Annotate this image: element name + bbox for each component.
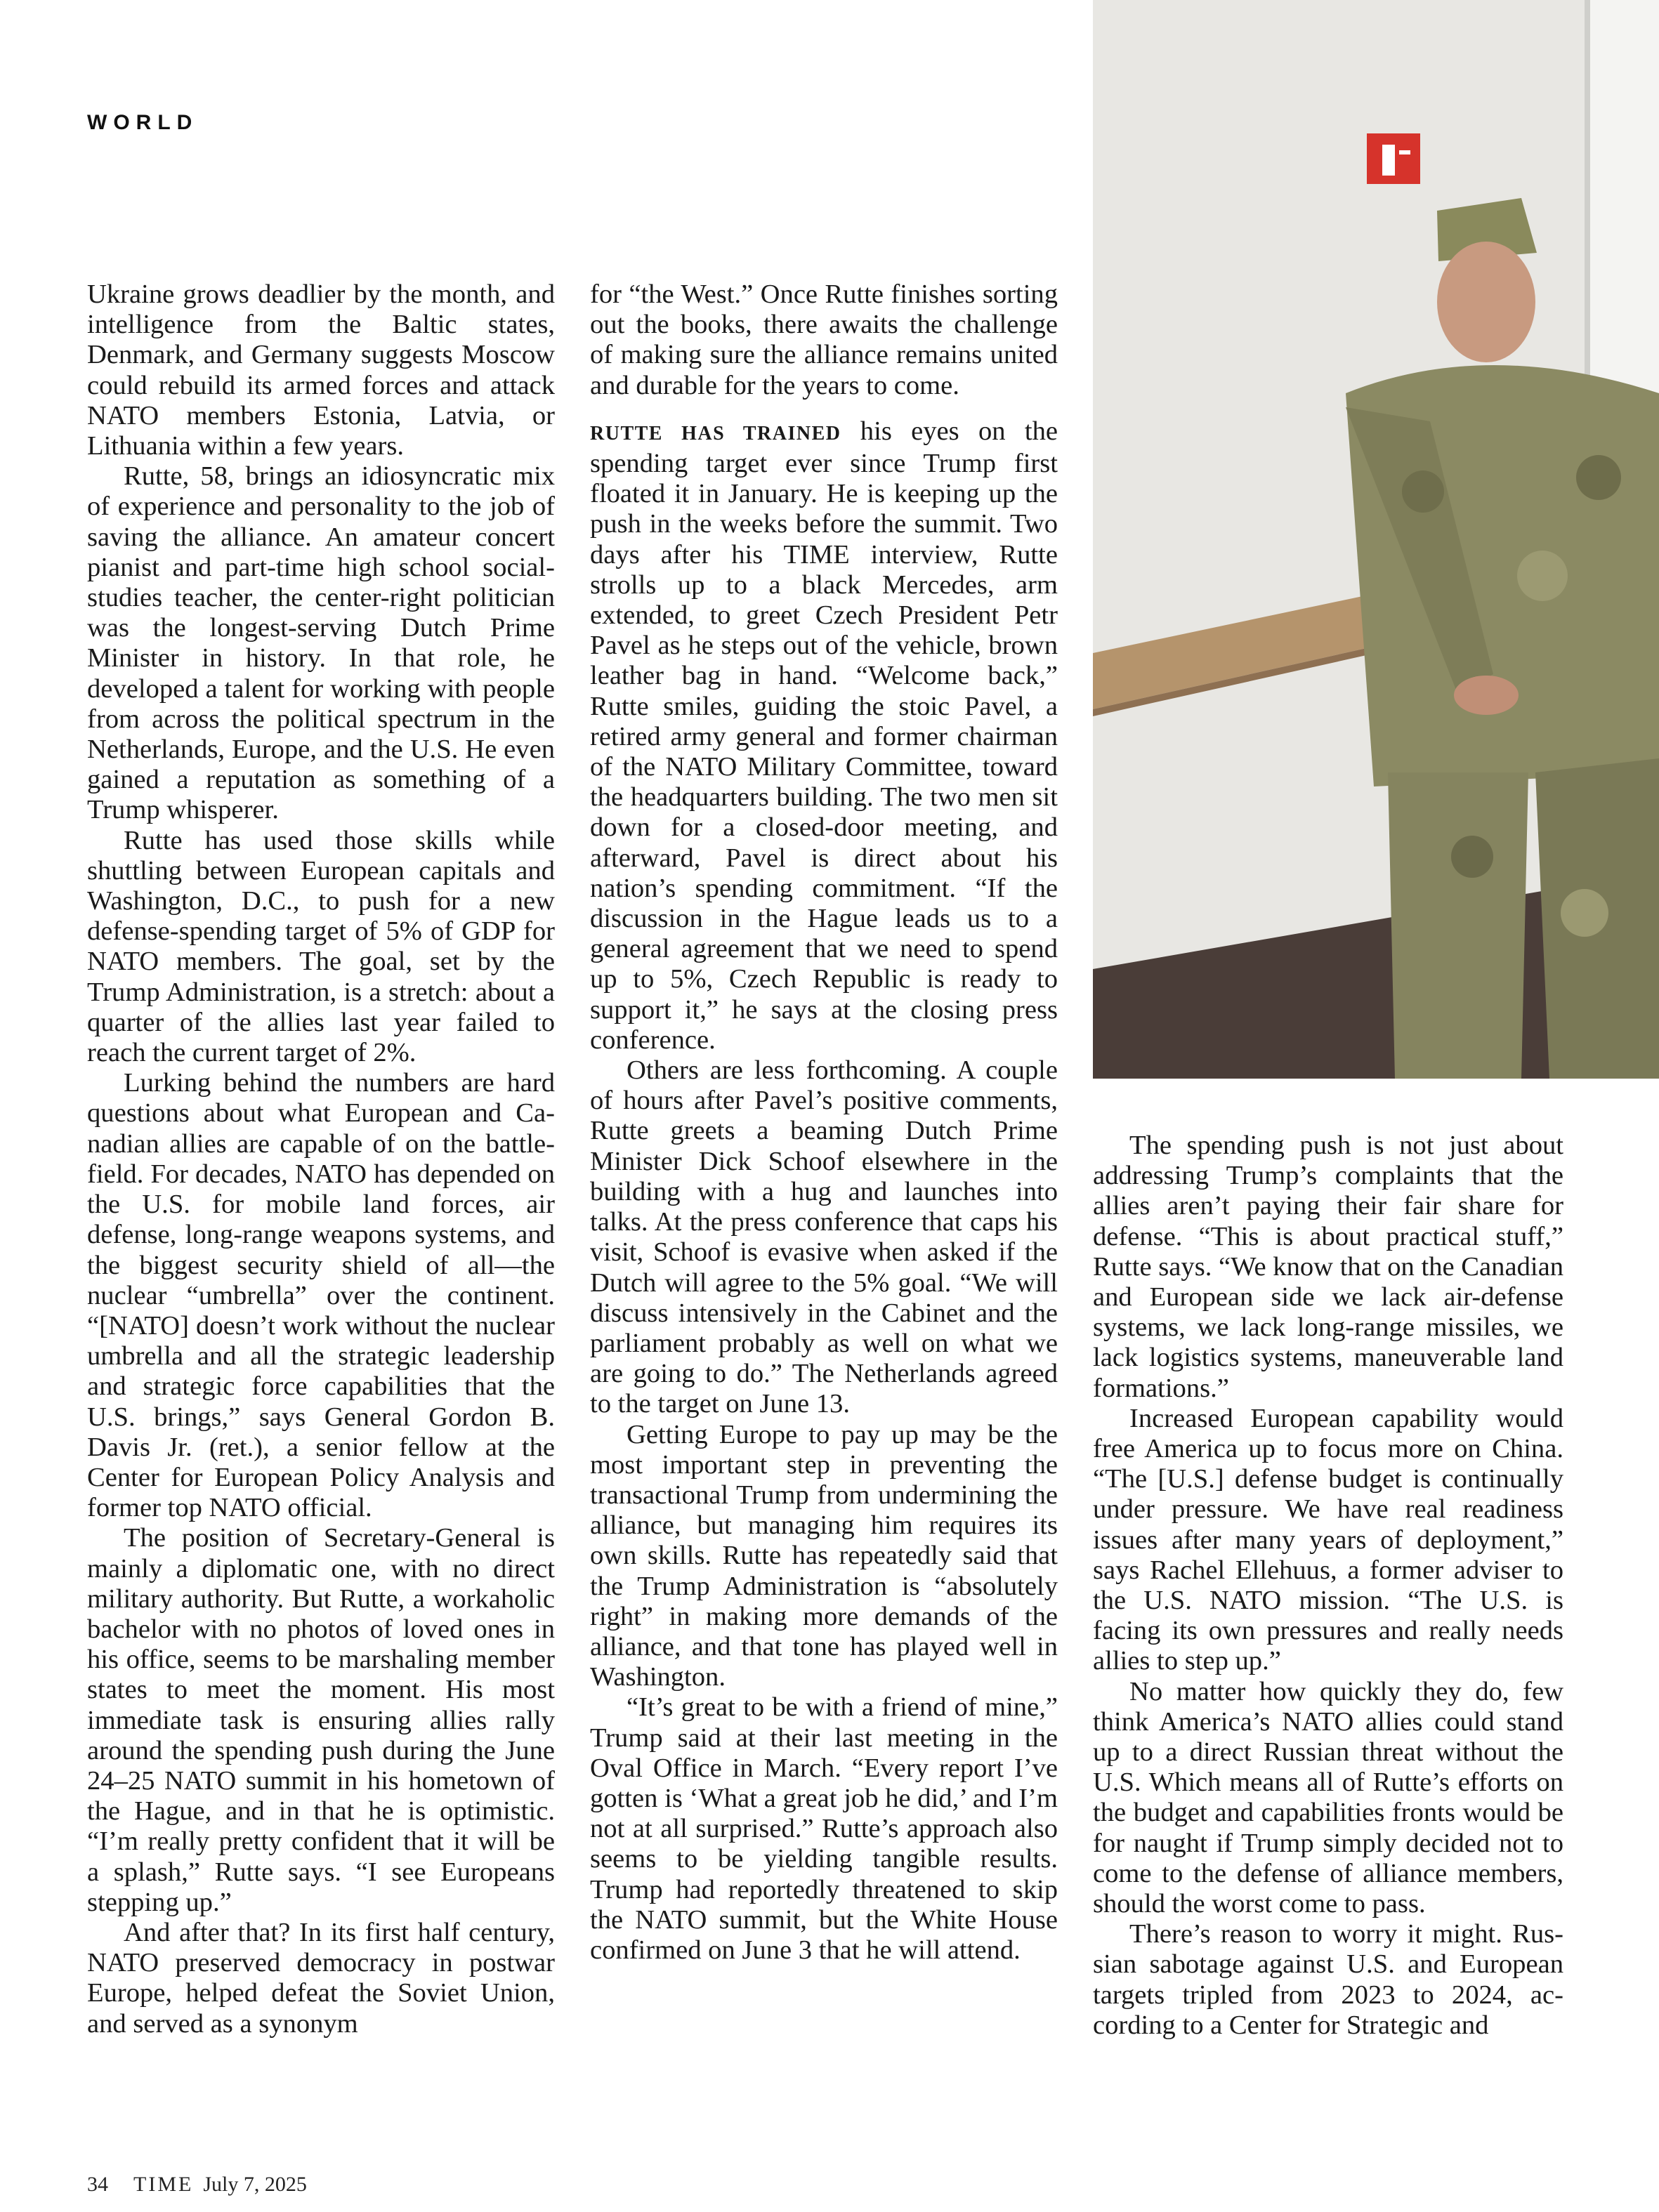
issue-date: July 7, 2025 — [203, 2173, 307, 2196]
paragraph: Lurking behind the numbers are hard questions about what European and Canadian allies are capable of on the battlefield. For decades, NATO has depended on the U.S. for mobile land forces, air defense, long-range weapons systems, and the biggest security shield of all—the nuclear “umbrella” over the continent. “[NATO] doesn’t work without the nuclear umbrella and all the strategic leadership and strategic force capabilities that the U.S. brings,” says General Gordon B. Davis Jr. (ret.), a senior fellow at the Center for European Policy Analysis and former top NATO official. — [87, 1068, 555, 1523]
section-start-paragraph — [590, 416, 1058, 1055]
paragraph: There’s reason to worry it might. Russian sabotage against U.S. and European targets tripled from 2023 to 2024, according to a Center for Strategic and — [1093, 1919, 1563, 2040]
article-column-2 — [590, 279, 1058, 1966]
article-column-3 — [1093, 1131, 1563, 2041]
section-label: WORLD — [87, 111, 199, 134]
paragraph: Ukraine grows deadlier by the month, and intelligence from the Baltic states, Denmark, and Germany suggests Moscow could rebuild its armed forces and attack NATO members Estonia, Latvia, or Lithuania within a few years. — [87, 279, 555, 461]
paragraph: Rutte, 58, brings an idiosyncratic mix of experience and personality to the job of saving the alliance. An amateur concert pianist and part-time high school social-studies teacher, the center-right politician was the longest-serving Dutch Prime Minister in history. In that role, he developed a talent for working with people from across the political spectrum in the Netherlands, Europe, and the U.S. He even gained a reputation as something of a Trump whisperer. — [87, 461, 555, 825]
paragraph: “It’s great to be with a friend of mine,” Trump said at their last meeting in the Oval Office in March. “Every report I’ve gotten is ‘What a great job he did,’ and I’m not at all surprised.” Rutte’s approach also seems to be yielding tangible results. Trump had reportedly threatened to skip the NATO summit, but the White House confirmed on June 3 that he will attend. — [590, 1692, 1058, 1965]
page-footer — [87, 2173, 307, 2197]
paragraph: The position of Secretary-General is mainly a diplomatic one, with no direct military authority. But Rutte, a workaholic bachelor with no photos of loved ones in his office, seems to be marshaling member states to meet the moment. His most immediate task is ensuring allies rally around the spending push during the June 24–25 NATO summit in his hometown of the Hague, and in that he is optimistic. “I’m really pretty confident that it will be a splash,” Rutte says. “I see Europeans stepping up.” — [87, 1523, 555, 1917]
article-photo — [1093, 0, 1659, 1079]
paragraph: Rutte has used those skills while shuttling between European capitals and Washington, D.C., to push for a new defense-spending target of 5% of GDP for NATO members. The goal, set by the Trump Administration, is a stretch: about a quarter of the allies last year failed to reach the current target of 2%. — [87, 825, 555, 1068]
fire-extinguisher-sign — [1367, 133, 1420, 184]
paragraph: No matter how quickly they do, few think America’s NATO allies could stand up to a direct Russian threat without the U.S. Which means all of Rutte’s efforts on the budget and capabilities fronts would be for naught if Trump simply decided not to come to the defense of alliance members, should the worst come to pass. — [1093, 1676, 1563, 1919]
lead-in: RUTTE HAS TRAINED — [590, 422, 841, 445]
paragraph: And after that? In its first half century, NATO preserved democracy in postwar Europe, helped defeat the Soviet Union, and served as a synonym — [87, 1917, 555, 2039]
page-number: 34 — [87, 2173, 108, 2196]
magazine-name: TIME — [133, 2173, 194, 2196]
section-start-text: his eyes on the spending target ever since Trump first floated it in January. He is keeping up the push in the weeks before the summit. Two days after his TIME interview, Rutte strolls up to a black Mercedes, arm extended, to greet Czech President Petr Pavel as he steps out of the vehicle, brown leather bag in hand. “Welcome back,” Rutte smiles, guiding the stoic Pavel, a retired army general and former chairman of the NATO Military Committee, toward the headquarters building. The two men sit down for a closed-door meeting, and afterward, Pavel is direct about his nation’s spending commitment. “If the discussion in the Hague leads us to a general agreement that we need to spend up to 5%, Czech Republic is ready to support it,” he says at the closing press conference. — [590, 416, 1058, 1055]
paragraph: Getting Europe to pay up may be the most important step in preventing the transactional Trump from undermining the alliance, but managing him requires its own skills. Rutte has repeatedly said that the Trump Administration is “absolutely right” in making more demands of the alliance, and that tone has played well in Washington. — [590, 1419, 1058, 1692]
paragraph: for “the West.” Once Rutte finishes sorting out the books, there awaits the challenge of making sure the alliance remains united and durable for the years to come. — [590, 279, 1058, 400]
paragraph: The spending push is not just about addressing Trump’s complaints that the allies aren’t paying their fair share for defense. “This is about practical stuff,” Rutte says. “We know that on the Canadian and European side we lack air-defense systems, we lack long-range missiles, we lack logistics systems, maneuverable land formations.” — [1093, 1131, 1563, 1403]
paragraph: Increased European capability would free America up to focus more on China. “The [U.S.] defense budget is continually under pressure. We have real readiness issues after many years of deployment,” says Rachel Ellehuus, a former adviser to the U.S. NATO mission. “The U.S. is facing its own pressures and really needs allies to step up.” — [1093, 1403, 1563, 1676]
article-column-1 — [87, 279, 555, 2039]
paragraph: Others are less forthcoming. A couple of hours after Pavel’s positive comments, Rutte greets a beaming Dutch Prime Minister Dick Schoof elsewhere in the building with a hug and launches into talks. At the press conference that caps his visit, Schoof is evasive when asked if the Dutch will agree to the 5% goal. “We will discuss intensively in the Cabinet and the parliament probably as well on what we are going to do.” The Netherlands agreed to the target on June 13. — [590, 1055, 1058, 1419]
